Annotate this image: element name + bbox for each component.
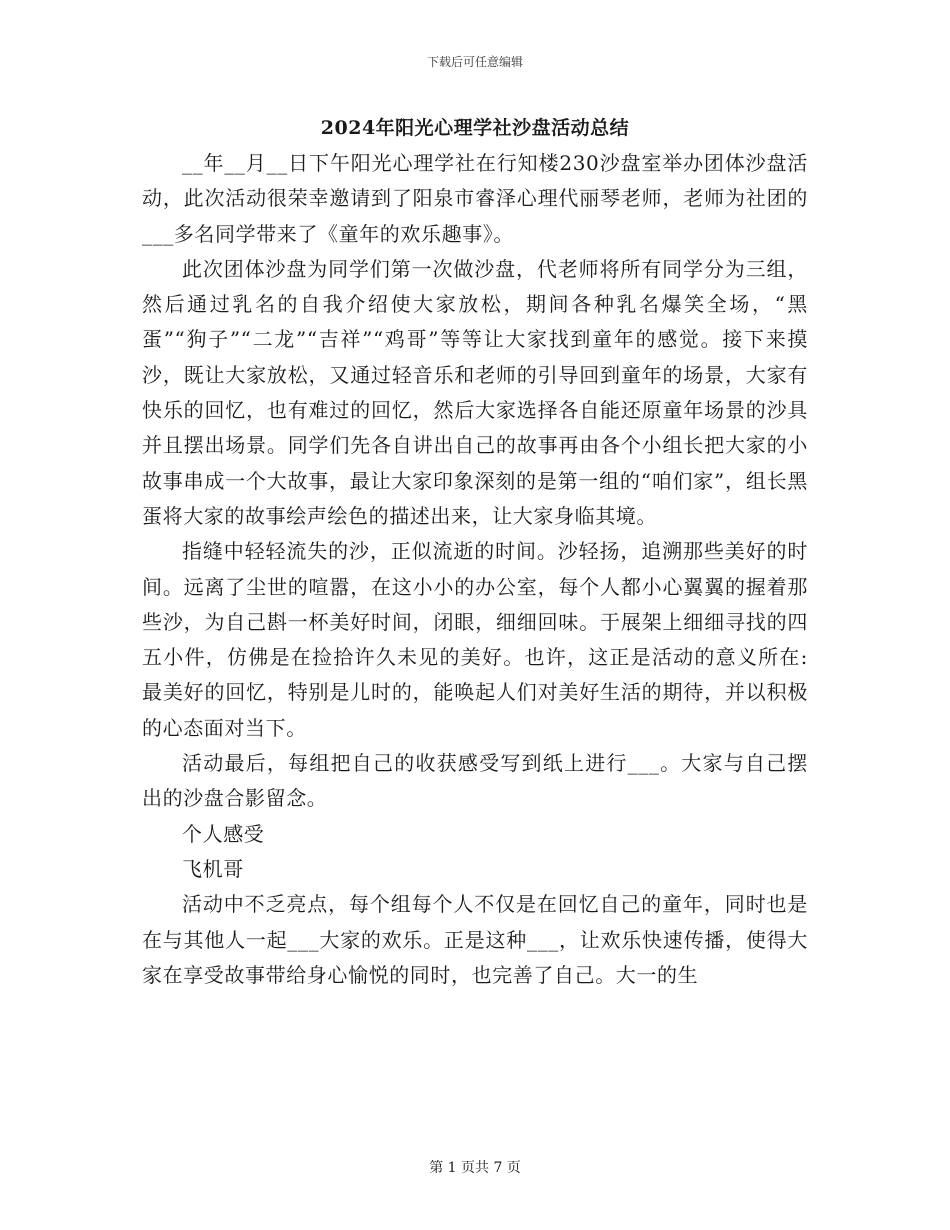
author-name: 飞机哥: [182, 856, 244, 881]
header-note: 下载后可任意编辑: [426, 55, 523, 69]
document-body: [142, 146, 808, 993]
document-title: 2024年阳光心理学社沙盘活动总结: [320, 117, 630, 139]
paragraph-intro: __年__月__日下午阳光心理学社在行知楼230沙盘室举办团体沙盘活动，此次活动很荣幸邀请到了阳泉市睿泽心理代丽琴老师，老师为社团的___多名同学带来了《童年的欢乐趣事》。: [142, 151, 808, 246]
paragraph-process: 此次团体沙盘为同学们第一次做沙盘，代老师将所有同学分为三组，然后通过乳名的自我介绍使大家放松，期间各种乳名爆笑全场，“黑蛋”“狗子”“二龙”“吉祥”“鸡哥”等等让大家找到童年的感觉。接下来摸沙，既让大家放松，又通过轻音乐和老师的引导回到童年的场景，大家有快乐的回忆，也有难过的回忆，然后大家选择各自能还原童年场景的沙具并且摆出场景。同学们先各自讲出自己的故事再由各个小组长把大家的小故事串成一个大故事，最让大家印象深刻的是第一组的“咱们家”，组长黑蛋将大家的故事绘声绘色的描述出来，让大家身临其境。: [142, 256, 808, 528]
paragraph-ending: 活动最后，每组把自己的收获感受写到纸上进行___。大家与自己摆出的沙盘合影留念。: [142, 751, 808, 811]
paragraph-personal-feeling: 活动中不乏亮点，每个组每个人不仅是在回忆自己的童年，同时也是在与其他人一起___大家的欢乐。正是这种___，让欢乐快速传播，使得大家在享受故事带给身心愉悦的同时，也完善了自己。大一的生: [142, 892, 808, 987]
page-footer: 第 1 页共 7 页: [429, 1160, 521, 1176]
paragraph-reflection: 指缝中轻轻流失的沙，正似流逝的时间。沙轻扬，追溯那些美好的时间。远离了尘世的喧嚣，在这小小的办公室，每个人都小心翼翼的握着那些沙，为自己斟一杯美好时间，闭眼，细细回味。于展架上细细寻找的四五小件，仿佛是在捡拾许久未见的美好。也许，这正是活动的意义所在:最美好的回忆，特别是儿时的，能唤起人们对美好生活的期待，并以积极的心态面对当下。: [142, 539, 808, 740]
section-heading-personal: 个人感受: [182, 821, 265, 846]
